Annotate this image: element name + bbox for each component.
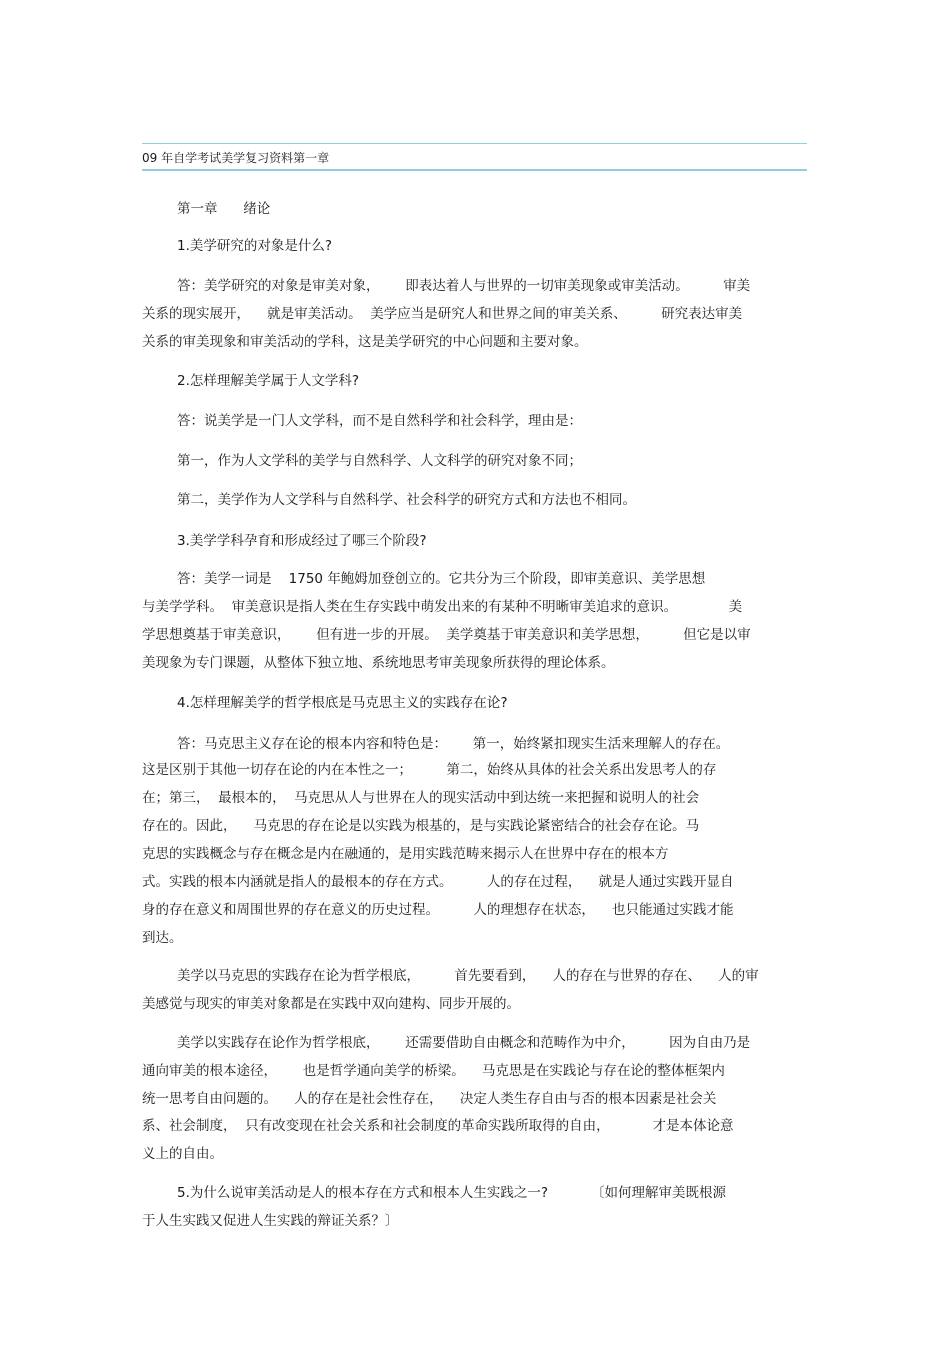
paragraph-line: 美学以马克思的实践存在论为哲学根底， 首先要看到， 人的存在与世界的存在、 人的审 xyxy=(177,968,759,984)
question-heading: 2.怎样理解美学属于人文学科? xyxy=(177,373,360,389)
paragraph-line: 义上的自由。 xyxy=(142,1146,223,1162)
paragraph-line: 系、社会制度， 只有改变现在社会关系和社会制度的革命实践所取得的自由， 才是本体论意 xyxy=(142,1118,734,1134)
header-bottom-rule xyxy=(142,169,807,171)
paragraph-line: 统一思考自由问题的。 人的存在是社会性存在， 决定人类生存自由与否的根本因素是社会关 xyxy=(142,1091,717,1107)
paragraph-line: 答：美学研究的对象是审美对象， 即表达着人与世界的一切审美现象或审美活动。 审美 xyxy=(177,278,751,294)
paragraph-line: 美现象为专门课题，从整体下独立地、系统地思考审美现象所获得的理论体系。 xyxy=(142,655,615,671)
page-header-title: 09 年自学考试美学复习资料第一章 xyxy=(142,151,330,165)
paragraph-line: 美感觉与现实的审美对象都是在实践中双向建构、同步开展的。 xyxy=(142,996,520,1012)
paragraph-line: 答：美学一词是 1750 年鲍姆加登创立的。它共分为三个阶段，即审美意识、美学思想 xyxy=(177,571,706,587)
chapter-heading: 第一章 绪论 xyxy=(177,201,271,217)
paragraph-line: 身的存在意义和周围世界的存在意义的历史过程。 人的理想存在状态， 也只能通过实践才能 xyxy=(142,902,734,918)
paragraph-line: 式。实践的根本内涵就是指人的最根本的存在方式。 人的存在过程， 就是人通过实践开显自 xyxy=(142,874,734,890)
paragraph-line: 存在的。因此， 马克思的存在论是以实践为根基的，是与实践论紧密结合的社会存在论。马 xyxy=(142,818,700,834)
paragraph-line: 关系的审美现象和审美活动的学科，这是美学研究的中心问题和主要对象。 xyxy=(142,334,588,350)
paragraph-line: 第二，美学作为人文学科与自然科学、社会科学的研究方式和方法也不相同。 xyxy=(177,492,636,508)
question-heading: 3.美学学科孕育和形成经过了哪三个阶段? xyxy=(177,533,427,549)
question-heading-continuation: 于人生实践又促进人生实践的辩证关系？〕 xyxy=(142,1213,399,1229)
paragraph-line: 通向审美的根本途径， 也是哲学通向美学的桥梁。 马克思是在实践论与存在论的整体框架内 xyxy=(142,1063,725,1079)
question-heading: 5.为什么说审美活动是人的根本存在方式和根本人生实践之一? 〔如何理解审美既根源 xyxy=(177,1185,726,1201)
paragraph-line: 克思的实践概念与存在概念是内在融通的，是用实践范畴来揭示人在世界中存在的根本方 xyxy=(142,846,669,862)
paragraph-line: 这是区别于其他一切存在论的内在本性之一； 第二，始终从具体的社会关系出发思考人的存 xyxy=(142,762,717,778)
paragraph-line: 答：马克思主义存在论的根本内容和特色是： 第一，始终紧扣现实生活来理解人的存在。 xyxy=(177,736,730,752)
paragraph-line: 答：说美学是一门人文学科，而不是自然科学和社会科学，理由是： xyxy=(177,413,582,429)
question-heading: 4.怎样理解美学的哲学根底是马克思主义的实践存在论? xyxy=(177,695,508,711)
paragraph-line: 关系的现实展开， 就是审美活动。 美学应当是研究人和世界之间的审美关系、 研究表达审美 xyxy=(142,306,743,322)
header-top-rule xyxy=(142,143,807,144)
paragraph-line: 第一，作为人文学科的美学与自然科学、人文科学的研究对象不同； xyxy=(177,453,582,469)
paragraph-line: 在；第三， 最根本的， 马克思从人与世界在人的现实活动中到达统一来把握和说明人的社会 xyxy=(142,790,700,806)
paragraph-line: 到达。 xyxy=(142,930,183,946)
paragraph-line: 美学以实践存在论作为哲学根底， 还需要借助自由概念和范畴作为中介， 因为自由乃是 xyxy=(177,1035,751,1051)
paragraph-line: 学思想奠基于审美意识， 但有进一步的开展。 美学奠基于审美意识和美学思想， 但它是以审 xyxy=(142,627,751,643)
question-heading: 1.美学研究的对象是什么? xyxy=(177,238,333,254)
paragraph-line: 与美学学科。 审美意识是指人类在生存实践中萌发出来的有某种不明晰审美追求的意识。 美 xyxy=(142,599,743,615)
